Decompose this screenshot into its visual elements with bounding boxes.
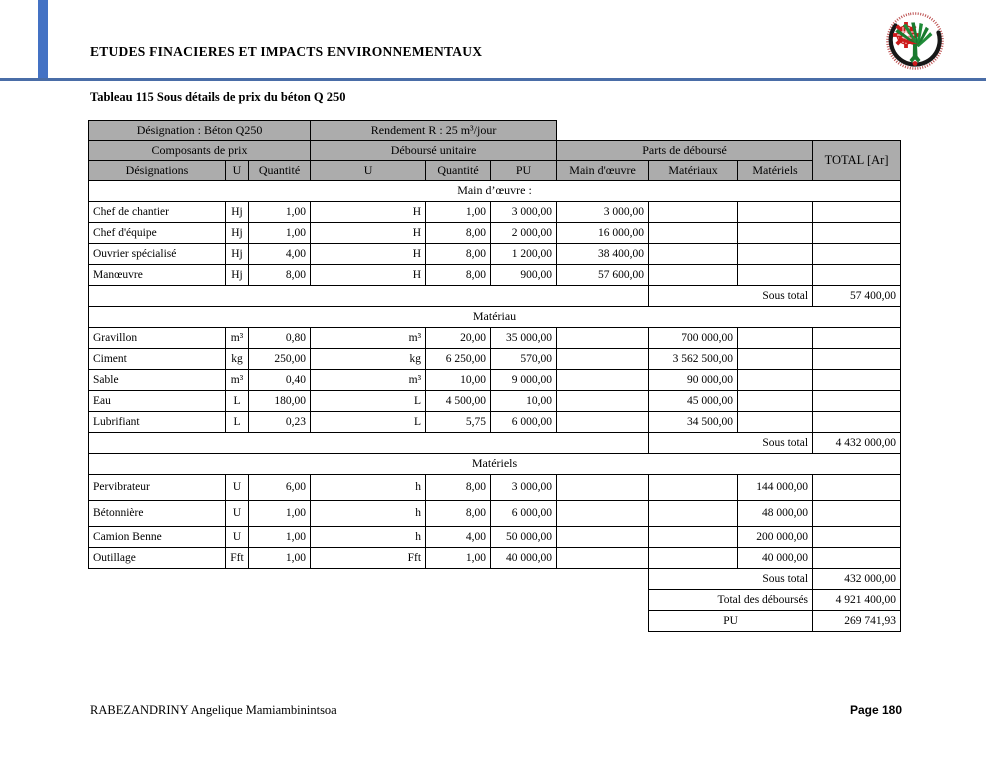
subtotal-value: 4 921 400,00	[813, 590, 901, 611]
cost-breakdown-table	[88, 120, 901, 632]
table-cell	[557, 527, 649, 548]
table-cell: 8,00	[426, 265, 491, 286]
table-cell: Outillage	[89, 548, 226, 569]
table-cell: 3 000,00	[491, 202, 557, 223]
col-main-doeuvre: Main d'œuvre	[557, 161, 649, 181]
table-cell	[738, 223, 813, 244]
table-cell: 16 000,00	[557, 223, 649, 244]
section-row	[89, 454, 901, 475]
data-row	[89, 475, 901, 501]
table-cell	[557, 412, 649, 433]
subtotal-value: 57 400,00	[813, 286, 901, 307]
subtotal-left-spacer	[89, 590, 649, 611]
table-cell	[649, 202, 738, 223]
table-cell: 180,00	[249, 391, 311, 412]
table-cell: Gravillon	[89, 328, 226, 349]
table-cell: Hj	[226, 202, 249, 223]
subtotal-value: 4 432 000,00	[813, 433, 901, 454]
table-cell	[738, 412, 813, 433]
footer-page-number: Page 180	[849, 703, 902, 717]
table-cell: 9 000,00	[491, 370, 557, 391]
school-emblem-logo	[884, 10, 946, 74]
table-cell: 200 000,00	[738, 527, 813, 548]
table-cell: 4 500,00	[426, 391, 491, 412]
subtotal-left-spacer	[89, 433, 649, 454]
col-quantite-2: Quantité	[426, 161, 491, 181]
table-cell: 1,00	[249, 501, 311, 527]
subtotal-label: Sous total	[649, 433, 813, 454]
section-title: Matériels	[89, 454, 901, 475]
table-cell: Chef d'équipe	[89, 223, 226, 244]
subtotal-left-spacer	[89, 286, 649, 307]
subtotal-row	[89, 569, 901, 590]
data-row	[89, 244, 901, 265]
subtotal-left-spacer	[89, 611, 649, 632]
table-cell: 8,00	[249, 265, 311, 286]
table-cell: 144 000,00	[738, 475, 813, 501]
table-cell: 1,00	[249, 548, 311, 569]
table-cell: Fft	[226, 548, 249, 569]
table-cell: H	[311, 244, 426, 265]
table-cell: U	[226, 527, 249, 548]
table-cell	[557, 501, 649, 527]
table-cell: 3 562 500,00	[649, 349, 738, 370]
table-cell: U	[226, 475, 249, 501]
table-cell: H	[311, 265, 426, 286]
table-cell: kg	[226, 349, 249, 370]
data-row	[89, 527, 901, 548]
table-cell: 1,00	[249, 527, 311, 548]
table-cell: H	[311, 223, 426, 244]
header-debourse-unitaire: Déboursé unitaire	[311, 141, 557, 161]
table-cell: Eau	[89, 391, 226, 412]
table-cell	[649, 265, 738, 286]
table-cell	[813, 391, 901, 412]
table-cell: Manœuvre	[89, 265, 226, 286]
subtotal-row	[89, 286, 901, 307]
table-cell	[738, 349, 813, 370]
table-cell	[649, 501, 738, 527]
table-cell: Pervibrateur	[89, 475, 226, 501]
table-cell	[813, 412, 901, 433]
table-cell	[649, 223, 738, 244]
logo-flower	[913, 61, 918, 66]
table-cell	[813, 349, 901, 370]
subtotal-row	[89, 433, 901, 454]
table-cell: Lubrifiant	[89, 412, 226, 433]
table-cell: h	[311, 527, 426, 548]
table-cell	[813, 475, 901, 501]
table-cell	[813, 548, 901, 569]
col-quantite-1: Quantité	[249, 161, 311, 181]
col-designations: Désignations	[89, 161, 226, 181]
table-cell	[813, 265, 901, 286]
table-cell: 4,00	[426, 527, 491, 548]
col-pu: PU	[491, 161, 557, 181]
table-cell: 2 000,00	[491, 223, 557, 244]
data-row	[89, 391, 901, 412]
table-cell	[813, 244, 901, 265]
table-cell: 1,00	[426, 548, 491, 569]
table-cell: 1,00	[426, 202, 491, 223]
col-unit-2: U	[311, 161, 426, 181]
table-cell: m³	[311, 370, 426, 391]
table-cell: 34 500,00	[649, 412, 738, 433]
table-cell: 3 000,00	[491, 475, 557, 501]
table-cell: Hj	[226, 223, 249, 244]
table-cell: 8,00	[426, 223, 491, 244]
data-row	[89, 349, 901, 370]
table-cell	[813, 527, 901, 548]
table-cell: Fft	[311, 548, 426, 569]
header-divider-rule	[0, 78, 986, 81]
table-cell	[738, 202, 813, 223]
subtotal-value: 269 741,93	[813, 611, 901, 632]
table-cell: m³	[226, 370, 249, 391]
table-cell	[649, 475, 738, 501]
table-cell: Sable	[89, 370, 226, 391]
data-row	[89, 501, 901, 527]
col-materiaux: Matériaux	[649, 161, 738, 181]
subtotal-label: Sous total	[649, 286, 813, 307]
table-cell: 6 000,00	[491, 501, 557, 527]
table-cell: Bétonnière	[89, 501, 226, 527]
data-row	[89, 370, 901, 391]
subtotal-label: Total des déboursés	[649, 590, 813, 611]
header-parts-debourse: Parts de déboursé	[557, 141, 813, 161]
header-total: TOTAL [Ar]	[813, 141, 901, 181]
table-cell: 1,00	[249, 202, 311, 223]
table-cell: kg	[311, 349, 426, 370]
table-cell: 3 000,00	[557, 202, 649, 223]
table-cell: 0,23	[249, 412, 311, 433]
table-cell	[813, 501, 901, 527]
page-header-title: ETUDES FINACIERES ET IMPACTS ENVIRONNEMENTAUX	[90, 44, 483, 59]
table-cell: Hj	[226, 244, 249, 265]
left-accent-bar	[38, 0, 48, 79]
table-cell: Ciment	[89, 349, 226, 370]
subtotal-label: PU	[649, 611, 813, 632]
section-row	[89, 307, 901, 328]
table-cell: 1 200,00	[491, 244, 557, 265]
table-cell: 8,00	[426, 501, 491, 527]
table-cell: L	[226, 412, 249, 433]
footer-author: RABEZANDRINY Angelique Mamiambinintsoa	[90, 703, 337, 717]
subtotal-row	[89, 590, 901, 611]
table-cell	[649, 244, 738, 265]
data-row	[89, 328, 901, 349]
table-cell: 48 000,00	[738, 501, 813, 527]
table-cell: 35 000,00	[491, 328, 557, 349]
table-cell: 0,80	[249, 328, 311, 349]
table-cell	[738, 370, 813, 391]
subtotal-row	[89, 611, 901, 632]
table-cell	[738, 328, 813, 349]
table-cell: 50 000,00	[491, 527, 557, 548]
col-materiels: Matériels	[738, 161, 813, 181]
section-title: Matériau	[89, 307, 901, 328]
table-cell: h	[311, 501, 426, 527]
table-cell: m³	[226, 328, 249, 349]
table-cell	[738, 391, 813, 412]
table-cell	[557, 349, 649, 370]
table-cell: h	[311, 475, 426, 501]
table-cell: L	[311, 391, 426, 412]
table-cell: H	[311, 202, 426, 223]
table-cell	[557, 391, 649, 412]
col-unit-1: U	[226, 161, 249, 181]
table-cell: 6,00	[249, 475, 311, 501]
table-cell: 700 000,00	[649, 328, 738, 349]
data-row	[89, 412, 901, 433]
table-cell	[738, 265, 813, 286]
table-cell	[557, 328, 649, 349]
table-cell: 900,00	[491, 265, 557, 286]
table-cell	[557, 475, 649, 501]
section-title: Main d’œuvre :	[89, 181, 901, 202]
table-cell	[557, 370, 649, 391]
table-cell: 1,00	[249, 223, 311, 244]
subtotal-left-spacer	[89, 569, 649, 590]
table-cell: 570,00	[491, 349, 557, 370]
table-cell: 90 000,00	[649, 370, 738, 391]
table-cell: Camion Benne	[89, 527, 226, 548]
table-cell: 8,00	[426, 475, 491, 501]
table-cell: L	[311, 412, 426, 433]
data-row	[89, 265, 901, 286]
table-cell: 10,00	[426, 370, 491, 391]
table-cell: 4,00	[249, 244, 311, 265]
table-cell	[813, 202, 901, 223]
table-cell: m³	[311, 328, 426, 349]
subtotal-label: Sous total	[649, 569, 813, 590]
table-cell: U	[226, 501, 249, 527]
section-row	[89, 181, 901, 202]
table-cell: Chef de chantier	[89, 202, 226, 223]
table-cell	[649, 527, 738, 548]
table-cell: 38 400,00	[557, 244, 649, 265]
table-cell	[813, 223, 901, 244]
table-cell	[649, 548, 738, 569]
table-cell	[813, 370, 901, 391]
header-designation: Désignation : Béton Q250	[89, 121, 311, 141]
table-cell	[557, 548, 649, 569]
subtotal-value: 432 000,00	[813, 569, 901, 590]
table-cell: L	[226, 391, 249, 412]
table-cell: 6 250,00	[426, 349, 491, 370]
header-rendement: Rendement R : 25 m³/jour	[311, 121, 557, 141]
table-cell: 40 000,00	[738, 548, 813, 569]
data-row	[89, 548, 901, 569]
table-cell: 6 000,00	[491, 412, 557, 433]
table-cell	[813, 328, 901, 349]
table-cell: 10,00	[491, 391, 557, 412]
table-cell: 250,00	[249, 349, 311, 370]
table-cell	[738, 244, 813, 265]
table-cell: 45 000,00	[649, 391, 738, 412]
table-cell: 8,00	[426, 244, 491, 265]
data-row	[89, 202, 901, 223]
table-cell: Ouvrier spécialisé	[89, 244, 226, 265]
table-cell: 5,75	[426, 412, 491, 433]
table-cell: 0,40	[249, 370, 311, 391]
header-empty-area	[557, 121, 901, 141]
table-cell: 57 600,00	[557, 265, 649, 286]
table-cell: 40 000,00	[491, 548, 557, 569]
table-cell: 20,00	[426, 328, 491, 349]
table-caption: Tableau 115 Sous détails de prix du béton Q 250	[90, 90, 346, 104]
header-composants: Composants de prix	[89, 141, 311, 161]
data-row	[89, 223, 901, 244]
table-cell: Hj	[226, 265, 249, 286]
